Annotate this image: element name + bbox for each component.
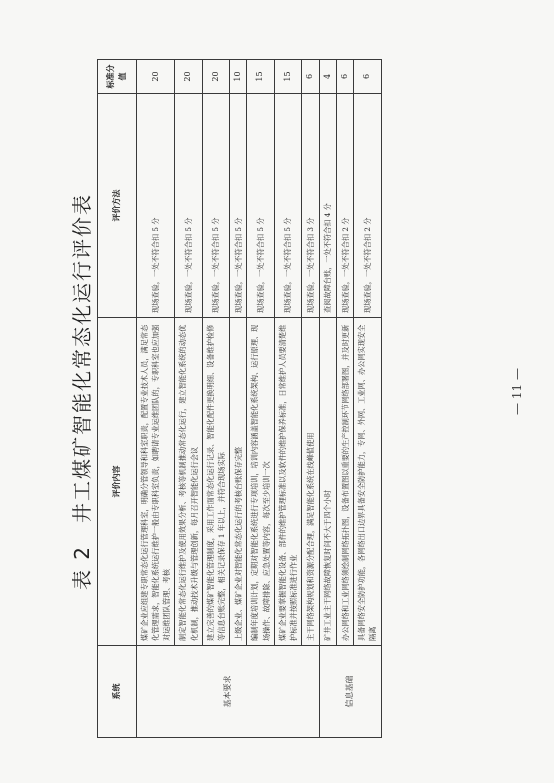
table-row bbox=[247, 60, 274, 738]
row-content: 具备网络安全防护功能，各网络出口边界具备安全防护能力，专网、外网、工业网、办公网实现安全隔离 bbox=[354, 318, 381, 646]
table-row bbox=[336, 60, 353, 738]
group-label-info: 信息基础 bbox=[319, 646, 381, 738]
row-content: 建立完善的煤矿智能化管理制度，采用工作面常态化运行记录、智能化配件更换明细、设备维护检修等信息台账完整，相关记录保存 1 年以上，并符合现场实际 bbox=[202, 318, 229, 646]
row-content: 煤矿企业要掌握智能化设备、部件的维护管理标准以及软件的维护保养标准，日常维护人员要清楚维护标准并按照标准进行作业 bbox=[274, 318, 301, 646]
row-method: 现场查验，一处不符合扣 3 分 bbox=[302, 94, 319, 318]
page-title: 表 2 井工煤矿智能化常态化运行评价表 bbox=[70, 192, 94, 591]
row-score: 6 bbox=[302, 60, 319, 94]
row-method: 现场查验，一处不符合扣 5 分 bbox=[230, 94, 247, 318]
table-row bbox=[202, 60, 229, 738]
table-row bbox=[319, 60, 336, 738]
row-content: 办公网络和工业网络须绘制网络拓扑图，设备布置图以重要的生产控制环节网络部署图，并及时更新 bbox=[336, 318, 353, 646]
row-score: 4 bbox=[319, 60, 336, 94]
row-method: 现场查验，一处不符合扣 5 分 bbox=[247, 94, 274, 318]
row-score: 20 bbox=[202, 60, 229, 94]
row-content: 编制年度培训计划，定期对智能化系统进行专项培训，培训内容涵盖智能化系统架构、运行原理、现场操作、故障排除、应急处置等内容，每次至少培训一次 bbox=[247, 318, 274, 646]
row-score: 20 bbox=[175, 60, 202, 94]
table-header-row bbox=[98, 60, 137, 738]
evaluation-table bbox=[97, 59, 382, 738]
group-label-basic: 基本要求 bbox=[137, 646, 320, 738]
row-content: 矿井工业主干网络故障恢复时间不大于四个小时 bbox=[319, 318, 336, 646]
header-method: 评价方法 bbox=[98, 94, 137, 318]
table-row bbox=[302, 60, 319, 738]
header-score: 标准分值 bbox=[98, 60, 137, 94]
row-score: 15 bbox=[274, 60, 301, 94]
row-method: 现场查验，一处不符合扣 5 分 bbox=[202, 94, 229, 318]
row-content: 制定智能化常态化运行维护及使用效果分析、考核等机制推动常态化运行，建立智能化系统的动态优化机制，推动技术升级与管理创新，每月召开智能化运行会议 bbox=[175, 318, 202, 646]
row-score: 20 bbox=[137, 60, 175, 94]
table-row bbox=[137, 60, 175, 738]
row-method: 现场查验，一处不符合扣 5 分 bbox=[175, 94, 202, 318]
row-content: 煤矿企业应组建专职常态化运行管理科室，明确分管领导和科室职责，配置专业技术人员，满足常态化管理需求，智能化系统运行维护一般由专职科室负责，如聘请专业运维团队的，专职科室也应加强对运维团队管理、考核 bbox=[137, 318, 175, 646]
header-system: 系统 bbox=[98, 646, 137, 738]
row-content: 主干网络架构规划和资源分配合理，满足智能化系统在线峰值使用 bbox=[302, 318, 319, 646]
table-row bbox=[175, 60, 202, 738]
row-method: 现场查验，一处不符合扣 5 分 bbox=[137, 94, 175, 318]
row-score: 10 bbox=[230, 60, 247, 94]
row-method: 现场查验，一处不符合扣 2 分 bbox=[336, 94, 353, 318]
row-content: 上级企业、煤矿企业对智能化常态化运行的考核台账保存完整 bbox=[230, 318, 247, 646]
table-row bbox=[274, 60, 301, 738]
header-content: 评价内容 bbox=[98, 318, 137, 646]
row-score: 6 bbox=[354, 60, 381, 94]
page-number: — 11 — bbox=[510, 368, 524, 415]
row-score: 15 bbox=[247, 60, 274, 94]
row-method: 现场查验，一处不符合扣 5 分 bbox=[274, 94, 301, 318]
row-method: 现场查验，一处不符合扣 2 分 bbox=[354, 94, 381, 318]
row-score: 6 bbox=[336, 60, 353, 94]
table-row bbox=[354, 60, 381, 738]
table-row bbox=[230, 60, 247, 738]
row-method: 查阅故障台账，一处不符合扣 4 分 bbox=[319, 94, 336, 318]
